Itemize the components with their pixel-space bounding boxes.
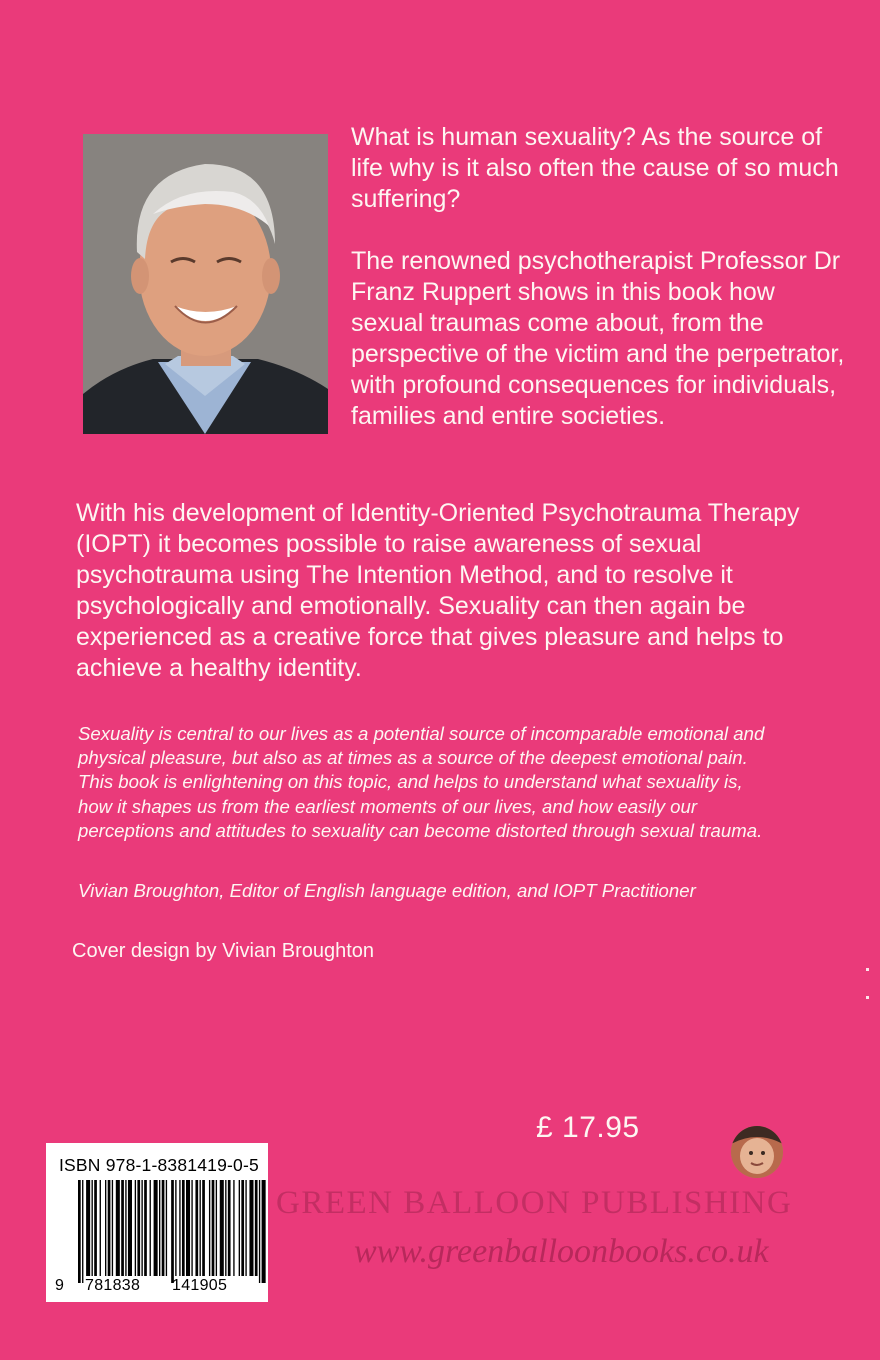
edge-mark: [866, 996, 869, 999]
barcode-digits-right: 141905: [172, 1277, 228, 1294]
barcode-digits-left: 781838: [85, 1277, 141, 1294]
edge-mark: [866, 968, 869, 971]
intro-text: [351, 122, 851, 432]
price-label: £ 17.95: [536, 1111, 640, 1144]
isbn-barcode: [46, 1143, 268, 1302]
endorsement-quote: Sexuality is central to our lives as a potential source of incomparable emotional and physical pleasure, but also as at times as a source of the deepest emotional pain. This book is enlightening on this topic, and helps to understand what sexuality is, how it shapes us from the earliest moments of our lives, and how easily our perceptions and attitudes to sexuality can become distorted through sexual trauma.: [78, 723, 765, 841]
author-photo: [83, 134, 328, 434]
isbn-label: ISBN 978-1-8381419-0-5: [59, 1155, 259, 1175]
description-paragraph: With his development of Identity-Oriented Psychotrauma Therapy (IOPT) it becomes possible to raise awareness of sexual psychotrauma using The Intention Method, and to resolve it psychologically and emotionally. Sexuality can then again be experienced as a creative force that gives pleasure and helps to achieve a healthy identity.: [76, 499, 800, 682]
barcode-bars: [46, 1143, 268, 1302]
cover-design-credit: Cover design by Vivian Broughton: [72, 940, 375, 962]
endorsement-attribution: Vivian Broughton, Editor of English language edition, and IOPT Practitioner: [78, 880, 696, 901]
balloon-face-logo-icon: [731, 1126, 783, 1178]
barcode-digit-lead: 9: [55, 1277, 65, 1294]
publisher-website: www.greenballoonbooks.co.uk: [354, 1233, 769, 1270]
intro-paragraph-1: What is human sexuality? As the source of life why is it also often the cause of so much suffering?: [351, 123, 839, 213]
publisher-name: GREEN BALLOON PUBLISHING: [276, 1185, 793, 1221]
intro-paragraph-2: The renowned psychotherapist Professor Dr Franz Ruppert shows in this book how sexual traumas come about, from the perspective of the victim and the perpetrator, with profound consequences for individuals, families and entire societies.: [351, 247, 845, 430]
